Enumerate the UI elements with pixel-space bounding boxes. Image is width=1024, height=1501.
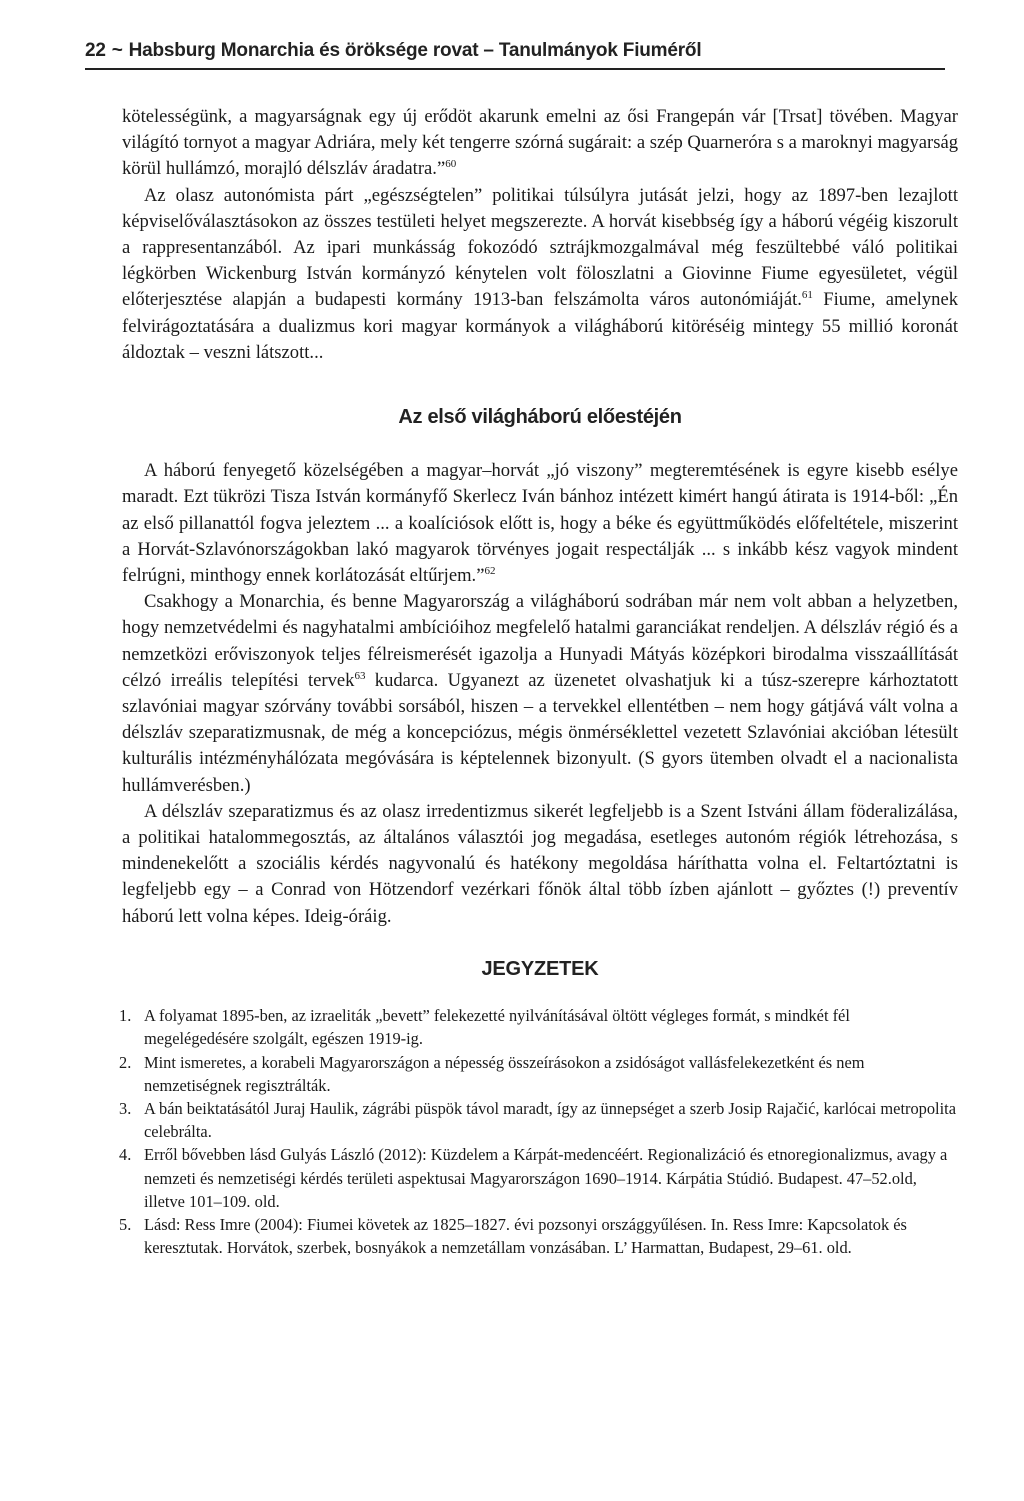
- paragraph-4-text-b: kudarca. Ugyanezt az üzenetet olvashatjuk ki a túsz-szerepre kárhoztatott szlavóniai magyar szórvány további sorsából, hiszen – a tervekkel ellentétben – nem hogy gátjává vált volna a délszláv szeparatizmusnak, de még a koncepciózus, mégis önmérséklettel vezetett Szlavóniai akcióban létesült kulturális intézményhálózata megóvására is képtelennek bizonyult. (S gyors ütemben olvadt el a nacionalista hullámverésben.): [122, 669, 958, 796]
- notes-list: [119, 1004, 958, 1259]
- note-text: Mint ismeretes, a korabeli Magyarországon a népesség összeírásokon a zsidóságot vallásfelekezetként és nem nemzetiségnek regisztrálták.: [144, 1052, 865, 1095]
- note-text: A bán beiktatásától Juraj Haulik, zágrábi püspök távol maradt, így az ünnepséget a szerb Josip Rajačić, karlócai metropolita celebrálta.: [144, 1098, 956, 1142]
- paragraph-3-text: A háború fenyegető közelségében a magyar–horvát „jó viszony” megteremtésének is egyre kisebb esélye maradt. Ezt tükrözi Tisza István kormányfő Skerlecz Iván bánhoz intézett kimért hangú átirata is 1914-ből: „Én az első pillanattól fogva jeleztem ... a koalíciósok előtt is, hogy a béke és együttműködés előfeltétele, miszerint a Horvát-Szlavónországokban lakó magyarok törvényes jogait respectálják ... s inkább kész vagyok mindent felrúgni, minthogy ennek korlátozását eltűrjem.”: [122, 460, 958, 587]
- paragraph-4: [122, 589, 958, 799]
- notes-title: JEGYZETEK: [481, 957, 599, 980]
- paragraph-3: [122, 458, 958, 589]
- paragraph-5: A délszláv szeparatizmus és az olasz irredentizmus sikerét legfeljebb is a Szent Istváni állam föderalizálása, a politikai hatalommegosztás, az általános választói jog megadása, esetleges autonóm régiók létrehozása, s mindenekelőtt a szociális kérdés nagyvonalú és hatékony megoldása háríthatta volna el. Feltartóztatni is legfeljebb egy – a Conrad von Hötzendorf vezérkari főnök által több ízben ajánlott – győztes (!) preventív háború lett volna képes. Ideig-óráig.: [122, 800, 958, 927]
- note-number: 5.: [119, 1214, 132, 1234]
- note-number: 3.: [119, 1098, 132, 1118]
- paragraph-2-text-b: Fiume, amelynek felvirágoztatására a dualizmus kori magyar kormányok a világháború kitöréséig mintegy 55 millió koronát áldoztak – veszni látszott...: [122, 289, 958, 363]
- note-number: 1.: [119, 1006, 132, 1026]
- note-item: [119, 1097, 958, 1143]
- paragraph-1-text: kötelességünk, a magyarságnak egy új erődöt akarunk emelni az ősi Frangepán vár [Trsat] tövében. Magyar világító tornyot a magyar Adriára, mely két tengerre szórná sugárait: a szép Quarneróra s a maroknyi magyarság körül hullámzó, morajló délszláv áradatra.”: [122, 106, 958, 180]
- footnote-ref-60: 60: [445, 158, 457, 171]
- paragraph-1: [122, 104, 958, 183]
- running-head-title: Habsburg Monarchia és öröksége rovat – Tanulmányok Fiuméről: [128, 40, 702, 61]
- header-separator: ~: [111, 40, 123, 61]
- note-number: 2.: [119, 1052, 132, 1072]
- note-number: 4.: [119, 1145, 132, 1165]
- note-text: Erről bővebben lásd Gulyás László (2012): Küzdelem a Kárpát-medencéért. Regionalizáció és etnoregionalizmus, avagy a nemzeti és nemzetiségi kérdés területi aspektusai Magyarországon 1690–1914. Kárpátia Stúdió. Budapest. 47–52.old, illetve 101–109. old.: [144, 1145, 948, 1211]
- note-item: [119, 1004, 958, 1050]
- note-item: [119, 1143, 958, 1213]
- article-body: [119, 104, 958, 1259]
- paragraph-2-text-a: Az olasz autonómista párt „egészségtelen” politikai túlsúlyra jutását jelzi, hogy az 1897-ben lezajlott képviselőválasztásokon az összes testületi helyet megszerezte. A horvát kisebbség így a háború végéig kiszorult a rappresentanzából. Az ipari munkásság fokozódó sztrájkmozgalmával még feszültebbé váló politikai légkörben Wickenburg István kormányzó kénytelen volt föloszlatni a Giovinne Fiume egyesületet, végül előterjesztése alapján a budapesti kormány 1913-ban felszámolta város autonómiáját.: [122, 184, 958, 311]
- note-item: [119, 1051, 958, 1097]
- paragraph-4-text-a: Csakhogy a Monarchia, és benne Magyarország a világháború sodrában már nem volt abban a helyzetben, hogy nemzetvédelmi és nagyhatalmi ambícióihoz megfelelő hatalmi garanciákat rendeljen. A délszláv régió és a nemzetközi erőviszonyok teljes félreismerését igazolja a Hunyadi Mátyás középkori birodalma visszaállítását célzó irreális telepítési tervek: [122, 591, 958, 691]
- note-text: Lásd: Ress Imre (2004): Fiumei követek az 1825–1827. évi pozsonyi országgyűlésen. In. Ress Imre: Kapcsolatok és keresztutak. Horvátok, szerbek, bosnyákok a nemzetállam vonzásában. L’ Harmattan, Budapest, 29–61. old.: [144, 1214, 907, 1258]
- running-head: [85, 40, 945, 70]
- footnote-ref-63: 63: [354, 669, 366, 682]
- footnote-ref-61: 61: [801, 289, 813, 302]
- section-title: Az első világháború előestéjén: [398, 406, 682, 429]
- paragraph-2: [122, 183, 958, 366]
- note-item: [119, 1213, 958, 1259]
- page-number: 22: [85, 40, 106, 61]
- note-text: A folyamat 1895-ben, az izraeliták „bevett” felekezetté nyilvánításával öltött végleges formát, s mindkét fél megelégedésére szolgált, egészen 1919-ig.: [144, 1006, 850, 1049]
- footnote-ref-62: 62: [484, 564, 496, 577]
